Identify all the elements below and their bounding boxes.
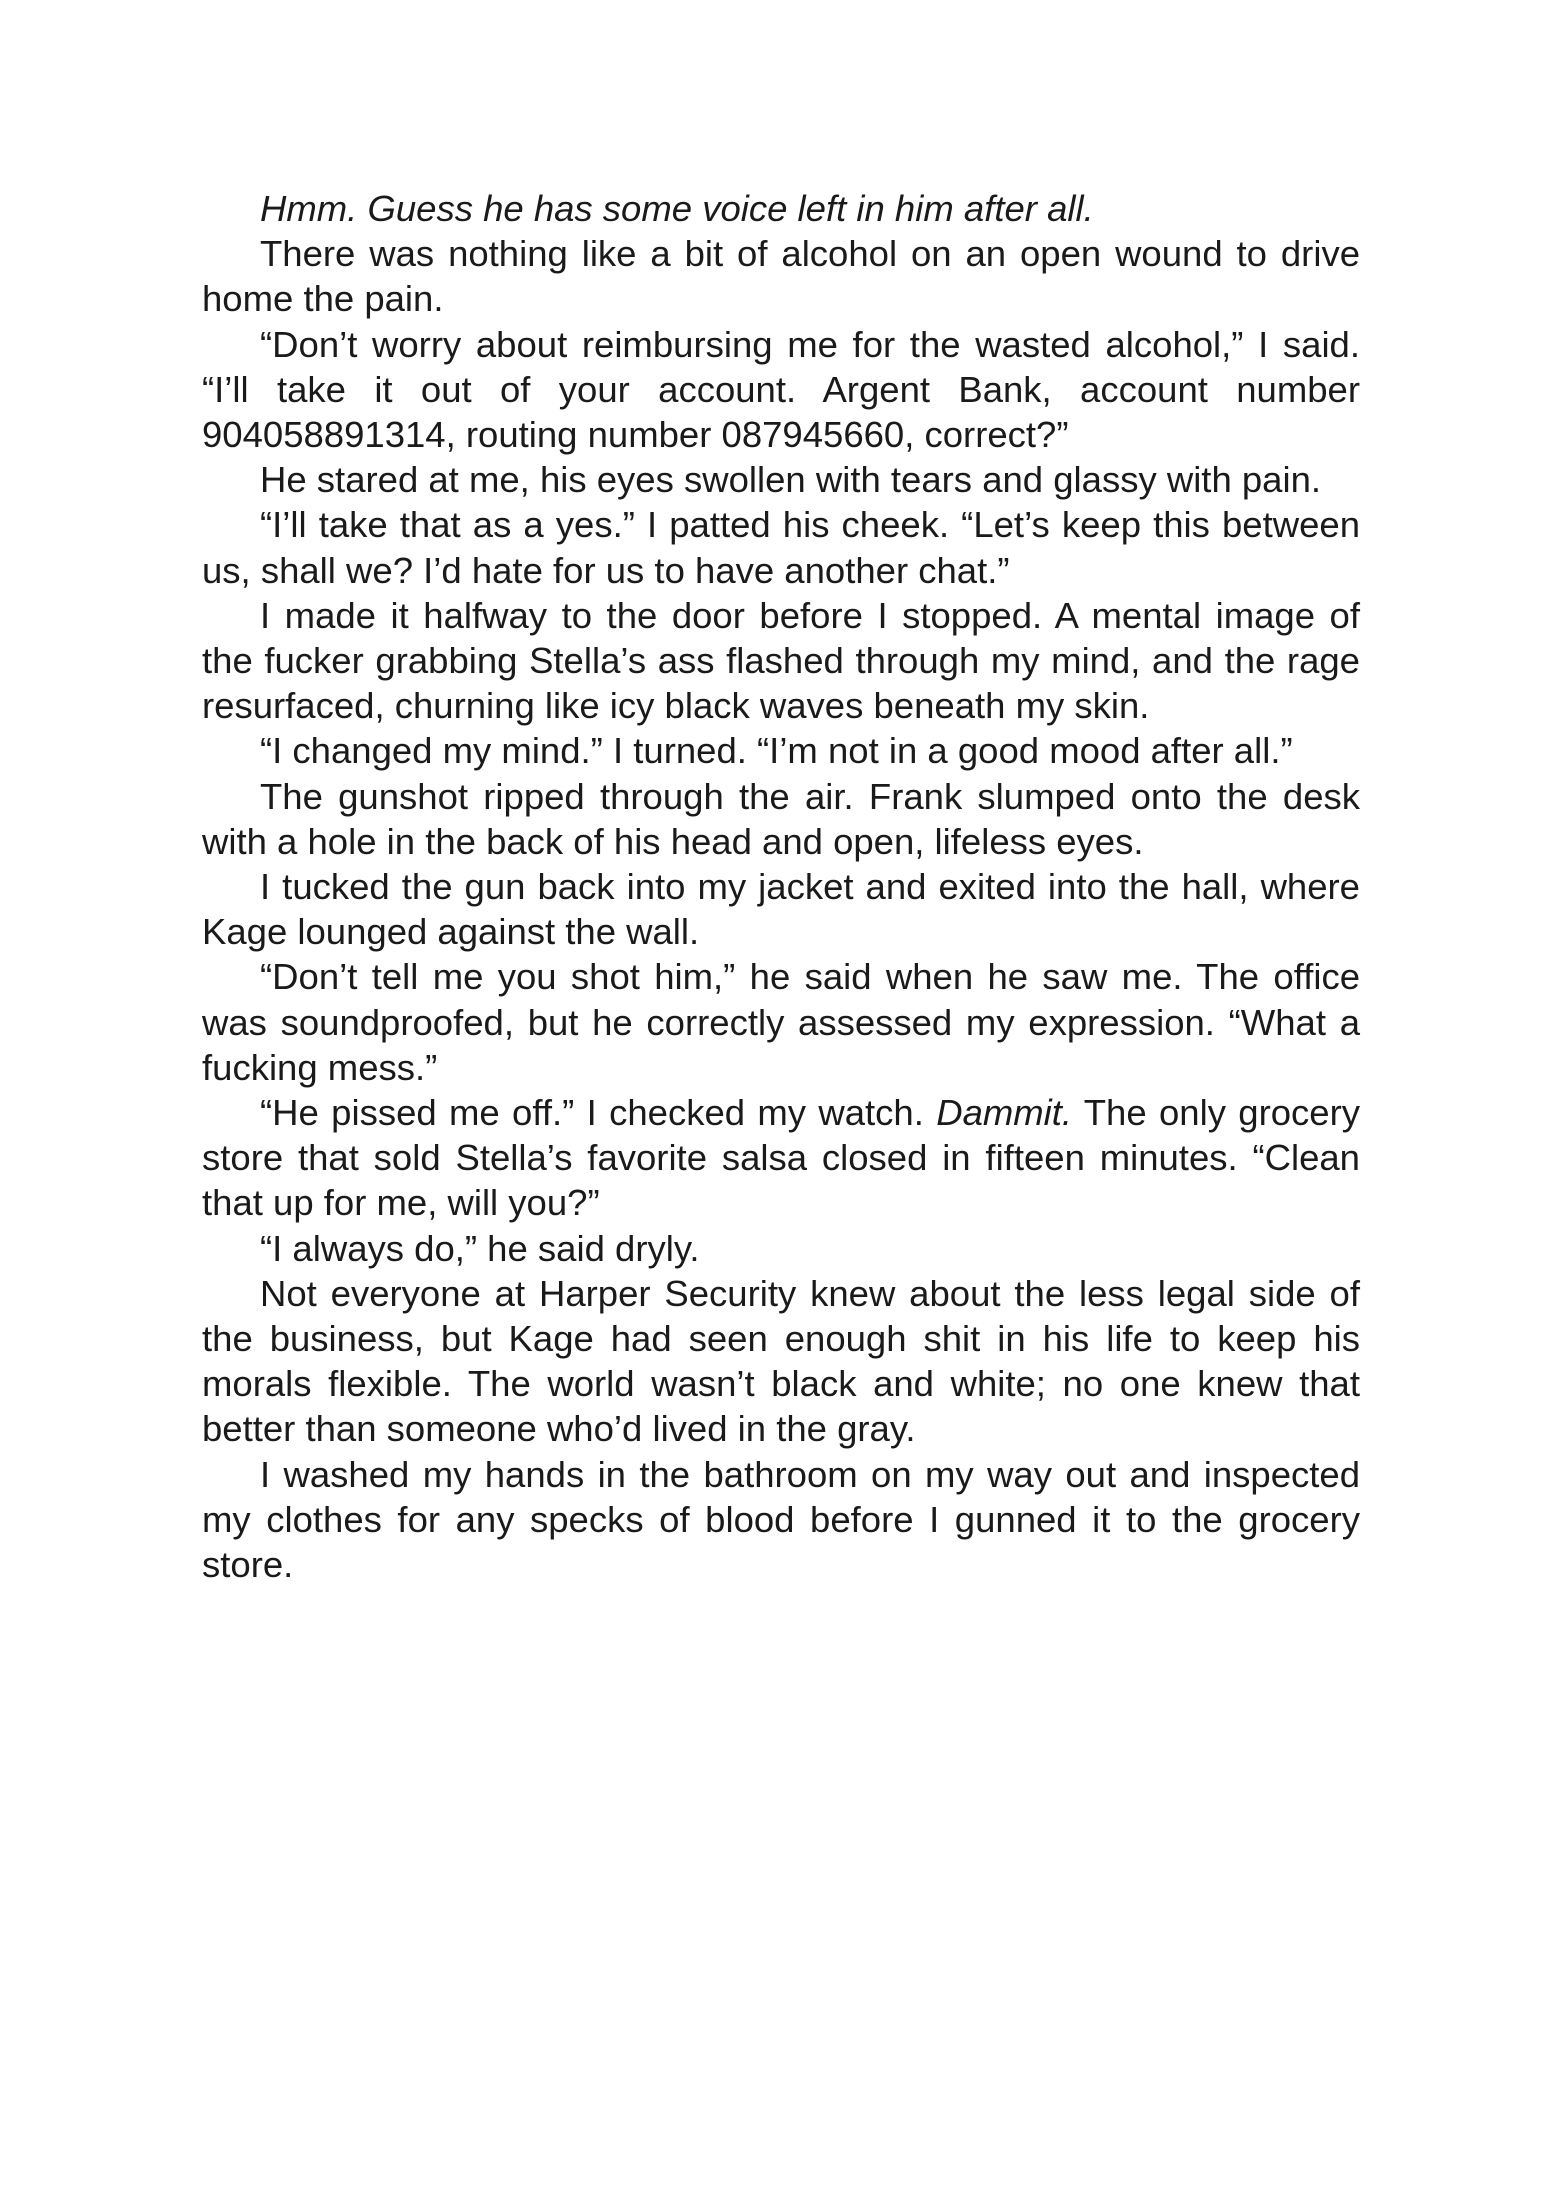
text-segment: There was nothing like a bit of alcohol on an open wound to drive home the pain.: [202, 233, 1360, 320]
paragraph: [202, 186, 1360, 231]
paragraph: [202, 774, 1360, 864]
text-segment: The only grocery store that sold Stella’s favorite salsa closed in fifteen minutes. “Clean that up for me, will you?”: [202, 1092, 1361, 1224]
text-segment: “I changed my mind.” I turned. “I’m not in a good mood after all.”: [260, 730, 1293, 772]
paragraph: [202, 1226, 1360, 1271]
text-segment: He stared at me, his eyes swollen with tears and glassy with pain.: [260, 459, 1322, 501]
italic-text-segment: Dammit.: [936, 1092, 1073, 1134]
text-segment: “He pissed me off.” I checked my watch.: [260, 1092, 937, 1134]
text-segment: “Don’t worry about reimbursing me for the wasted alcohol,” I said. “I’ll take it out of your account. Argent Bank, account number 904058891314, routing number 087945660, correct?”: [202, 323, 1360, 456]
paragraph: [202, 593, 1360, 729]
text-segment: “I always do,” he said dryly.: [260, 1227, 700, 1269]
paragraph: [202, 502, 1360, 592]
paragraph: [202, 864, 1360, 954]
page-body-text: [202, 186, 1360, 1587]
paragraph: [202, 1090, 1360, 1226]
text-segment: “Don’t tell me you shot him,” he said when he saw me. The office was soundproofed, but he correctly assessed my expression. “What a fucking mess.”: [202, 956, 1360, 1088]
paragraph: [202, 728, 1360, 773]
text-segment: The gunshot ripped through the air. Frank slumped onto the desk with a hole in the back of his head and open, lifeless eyes.: [202, 775, 1360, 862]
text-segment: Not everyone at Harper Security knew about the less legal side of the business, but Kage had seen enough shit in his life to keep his morals flexible. The world wasn’t black and white; no one knew that better than someone who’d lived in the gray.: [202, 1272, 1360, 1450]
text-segment: Hmm. Guess he has some voice left in him after all.: [260, 188, 1094, 229]
text-segment: I washed my hands in the bathroom on my way out and inspected my clothes for any specks of blood before I gunned it to the grocery store.: [202, 1453, 1360, 1586]
text-segment: I made it halfway to the door before I stopped. A mental image of the fucker grabbing Stella’s ass flashed through my mind, and the rage resurfaced, churning like icy black waves beneath my skin.: [202, 594, 1360, 727]
paragraph: [202, 1452, 1360, 1588]
text-segment: “I’ll take that as a yes.” I patted his cheek. “Let’s keep this between us, shall we? I’d hate for us to have another chat.”: [202, 504, 1360, 591]
paragraph: [202, 457, 1360, 502]
paragraph: [202, 322, 1360, 458]
paragraph: [202, 231, 1360, 321]
paragraph: [202, 1271, 1360, 1452]
paragraph: [202, 954, 1360, 1090]
text-segment: I tucked the gun back into my jacket and exited into the hall, where Kage lounged against the wall.: [202, 866, 1360, 953]
